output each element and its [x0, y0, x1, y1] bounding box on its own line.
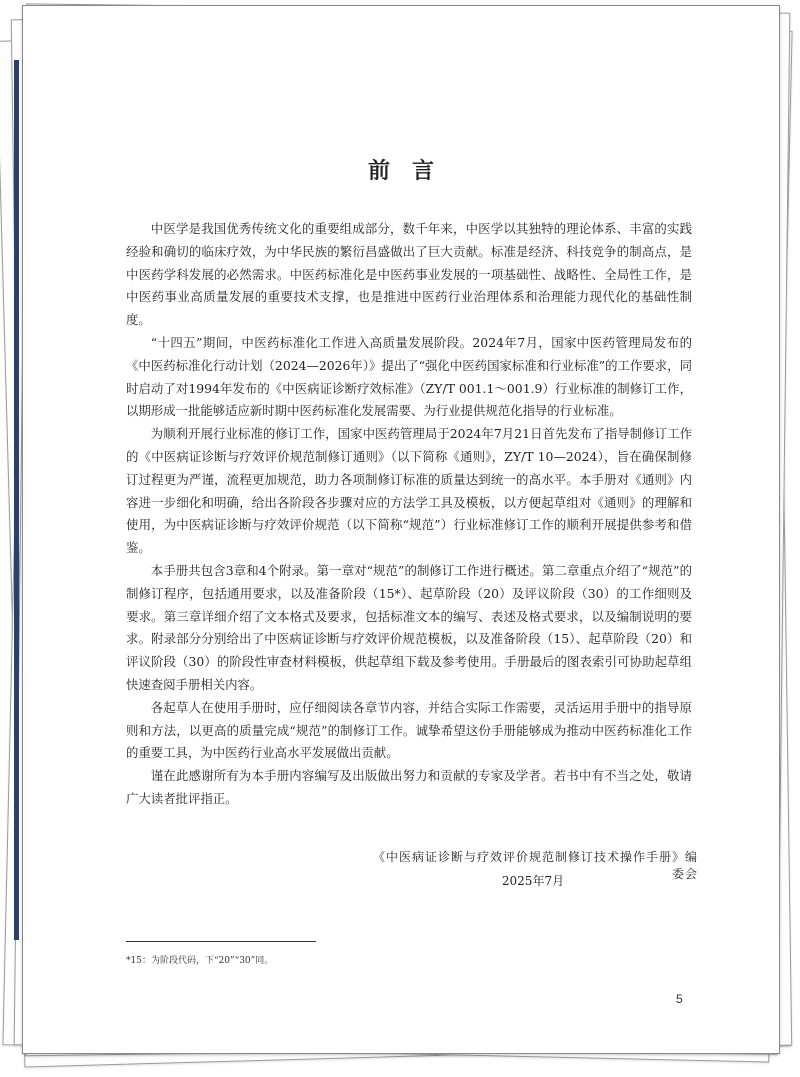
page-number: 5 — [676, 992, 683, 1006]
cover-edge-blue — [14, 60, 19, 940]
paragraph: 本手册共包含3章和4个附录。第一章对“规范”的制修订工作进行概述。第二章重点介绍了“规范”的制修订程序，包括通用要求，以及准备阶段（15*）、起草阶段（20）及评议阶段（30）的工作细则及要求。第三章详细介绍了文本格式及要求，包括标准文本的编写、表述及格式要求，以及编制说明的要求。附录部分分别给出了中医病证诊断与疗效评价规范模板，以及准备阶段（15）、起草阶段（20）和评议阶段（30）的阶段性审查材料模板，供起草组下载及参考使用。手册最后的图表索引可协助起草组快速查阅手册相关内容。 — [126, 562, 692, 692]
paragraph: 中医学是我国优秀传统文化的重要组成部分，数千年来，中医学以其独特的理论体系、丰富的实践经验和确切的临床疗效，为中华民族的繁衍昌盛做出了巨大贡献。标准是经济、科技竞争的制高点，是中医药学科发展的必然需求。中医药标准化是中医药事业发展的一项基础性、战略性、全局性工作，是中医药事业高质量发展的重要技术支撑，也是推进中医药行业治理体系和治理能力现代化的基础性制度。 — [126, 221, 692, 328]
signature: 《中医病证诊断与疗效评价规范制修订技术操作手册》编委会 — [372, 850, 698, 881]
document-page — [22, 5, 780, 1054]
page-title: 前言 — [367, 158, 456, 184]
signature-date: 2025年7月 — [501, 874, 565, 888]
footnote-divider — [126, 941, 316, 942]
paragraph: 为顺利开展行业标准的修订工作，国家中医药管理局于2024年7月21日首先发布了指导制修订工作的《中医病证诊断与疗效评价规范制修订通则》（以下简称《通则》，ZY/T 10—2024），旨在确保制修订过程更为严谨，流程更加规范，助力各项制修订标准的质量达到统一的高水平。本手册对《通则》内容进一步细化和明确，给出各阶段各步骤对应的方法学工具及模板，以方便起草组对《通则》的理解和使用，为中医病证诊断与疗效评价规范（以下简称“规范”）行业标准修订工作的顺利开展提供参考和借鉴。 — [126, 426, 692, 556]
body-text — [126, 218, 692, 811]
paragraph: 谨在此感谢所有为本手册内容编写及出版做出努力和贡献的专家及学者。若书中有不当之处，敬请广大读者批评指正。 — [126, 768, 692, 806]
paragraph: “十四五”期间，中医药标准化工作进入高质量发展阶段。2024年7月，国家中医药管理局发布的《中医药标准化行动计划（2024—2026年）》提出了“强化中医药国家标准和行业标准”的工作要求，同时启动了对1994年发布的《中医病证诊断疗效标准》（ZY/T 001.1～001.9）行业标准的制修订工作，以期形成一批能够适应新时期中医药标准化发展需要、为行业提供规范化指导的行业标准。 — [126, 334, 692, 419]
footnote: *15：为阶段代码，下“20”“30”同。 — [126, 956, 274, 966]
paragraph: 各起草人在使用手册时，应仔细阅读各章节内容，并结合实际工作需要，灵活运用手册中的指导原则和方法，以更高的质量完成“规范”的制修订工作。诚挚希望这份手册能够成为推动中医药标准化工作的重要工具，为中医药行业高水平发展做出贡献。 — [126, 699, 692, 761]
